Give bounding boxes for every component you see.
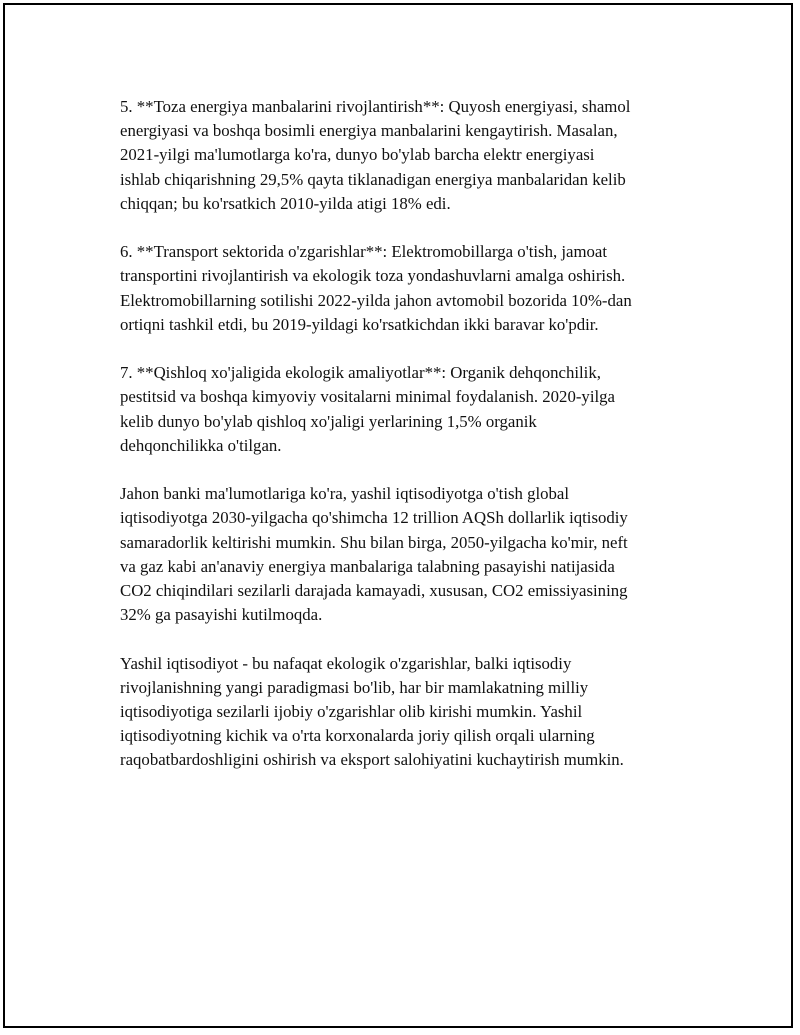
text-line: 2021-yilgi ma'lumotlarga ko'ra, dunyo bo'ylab barcha elektr energiyasi <box>120 145 595 165</box>
text-line: dehqonchilikka o'tilgan. <box>120 435 282 455</box>
paragraph-world-bank <box>120 482 700 627</box>
text-line: kelib dunyo bo'ylab qishloq xo'jaligi yerlarining 1,5% organik <box>120 411 537 431</box>
text-line: energiyasi va boshqa bosimli energiya manbalarini kengaytirish. Masalan, <box>120 121 618 141</box>
text-line: chiqqan; bu ko'rsatkich 2010-yilda atigi 18% edi. <box>120 193 451 213</box>
document-page <box>3 3 793 1028</box>
paragraph-clean-energy <box>120 95 700 216</box>
paragraph-agriculture <box>120 361 700 458</box>
text-line: 7. **Qishloq xo'jaligida ekologik amaliyotlar**: Organik dehqonchilik, <box>120 363 601 383</box>
text-line: transportini rivojlantirish va ekologik toza yondashuvlarni amalga oshirish. <box>120 266 626 286</box>
text-line: pestitsid va boshqa kimyoviy vositalarni minimal foydalanish. 2020-yilga <box>120 387 615 407</box>
text-line: iqtisodiyotga 2030-yilgacha qo'shimcha 12 trillion AQSh dollarlik iqtisodiy <box>120 508 628 528</box>
text-line: rivojlanishning yangi paradigmasi bo'lib, har bir mamlakatning milliy <box>120 677 589 697</box>
text-line: Yashil iqtisodiyot - bu nafaqat ekologik o'zgarishlar, balki iqtisodiy <box>120 653 572 673</box>
text-line: raqobatbardoshligini oshirish va eksport salohiyatini kuchaytirish mumkin. <box>120 750 624 770</box>
text-line: 32% ga pasayishi kutilmoqda. <box>120 605 323 625</box>
text-line: CO2 chiqindilari sezilarli darajada kamayadi, xususan, CO2 emissiyasining <box>120 581 628 601</box>
paragraph-transport <box>120 240 700 337</box>
text-line: 6. **Transport sektorida o'zgarishlar**: Elektromobillarga o'tish, jamoat <box>120 242 608 262</box>
document-body <box>120 95 700 797</box>
text-line: ortiqni tashkil etdi, bu 2019-yildagi ko'rsatkichdan ikki baravar ko'pdir. <box>120 314 599 334</box>
text-line: ishlab chiqarishning 29,5% qayta tiklanadigan energiya manbalaridan kelib <box>120 169 626 189</box>
text-line: Jahon banki ma'lumotlariga ko'ra, yashil iqtisodiyotga o'tish global <box>120 484 570 504</box>
text-line: va gaz kabi an'anaviy energiya manbalariga talabning pasayishi natijasida <box>120 556 615 576</box>
paragraph-conclusion <box>120 652 700 773</box>
text-line: iqtisodiyotiga sezilarli ijobiy o'zgarishlar olib kirishi mumkin. Yashil <box>120 702 583 722</box>
text-line: 5. **Toza energiya manbalarini rivojlantirish**: Quyosh energiyasi, shamol <box>120 97 631 116</box>
text-line: samaradorlik keltirishi mumkin. Shu bilan birga, 2050-yilgacha ko'mir, neft <box>120 532 628 552</box>
text-line: iqtisodiyotning kichik va o'rta korxonalarda joriy qilish orqali ularning <box>120 726 595 746</box>
text-line: Elektromobillarning sotilishi 2022-yilda jahon avtomobil bozorida 10%-dan <box>120 290 632 310</box>
